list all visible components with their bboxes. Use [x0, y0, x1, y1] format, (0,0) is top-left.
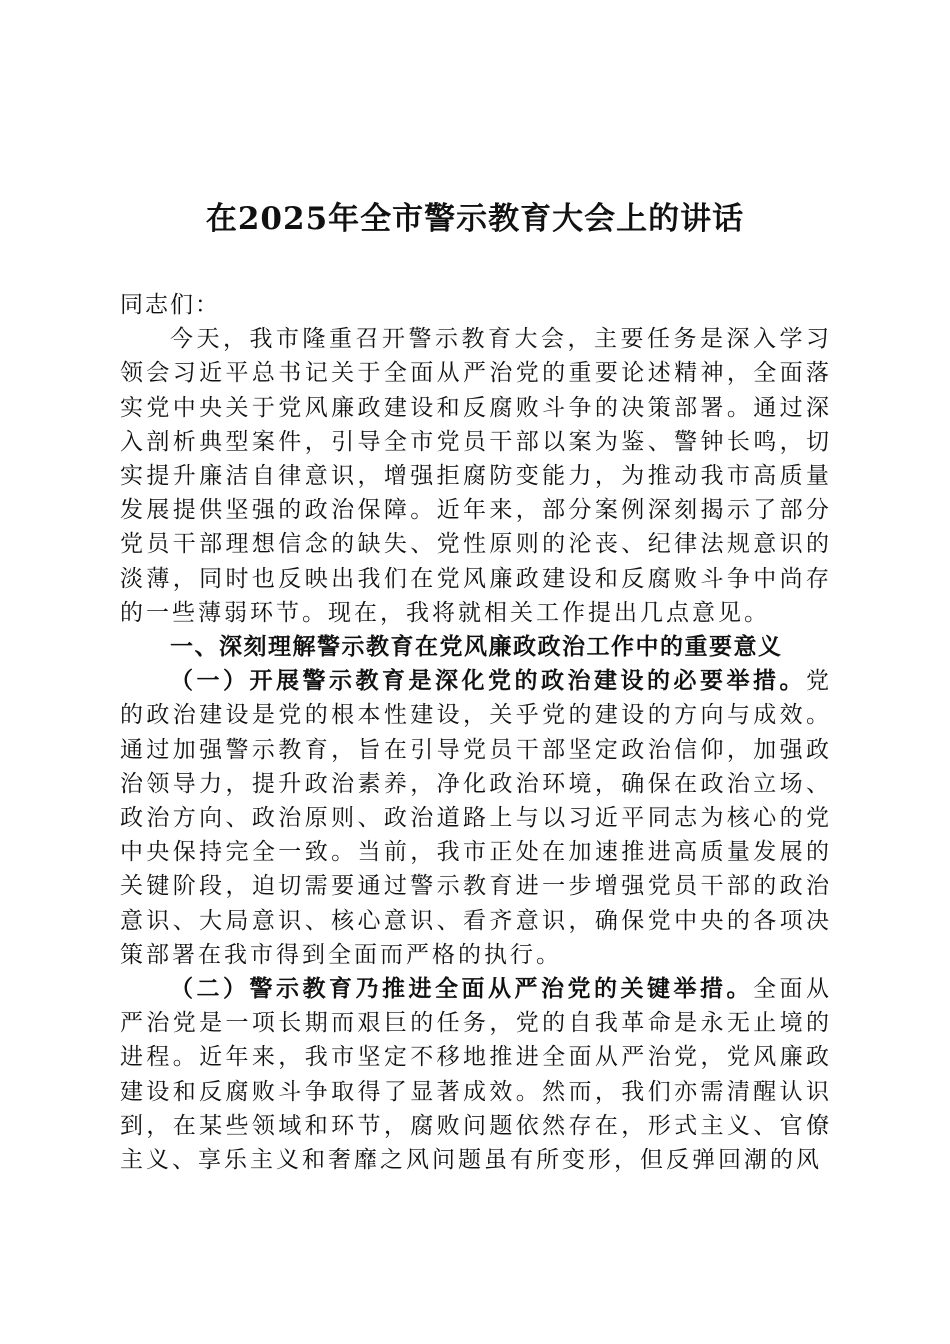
point-1-body: 党的政治建设是党的根本性建设，关乎党的建设的方向与成效。通过加强警示教育，旨在引导党员干部坚定政治信仰，加强政治领导力，提升政治素养，净化政治环境，确保在政治立场、政治方向、政治原则、政治道路上与以习近平同志为核心的党中央保持完全一致。当前，我市正处在加速推进高质量发展的关键阶段，迫切需要通过警示教育进一步增强党员干部的政治意识、大局意识、核心意识、看齐意识，确保党中央的各项决策部署在我市得到全面而严格的执行。 — [120, 668, 832, 968]
point-2-paragraph — [120, 972, 832, 1177]
document-body — [120, 288, 832, 1177]
section-heading-1: 一、深刻理解警示教育在党风廉政政治工作中的重要意义 — [170, 633, 783, 661]
point-1-lead: （一）开展警示教育是深化党的政治建设的必要举措。 — [170, 667, 806, 695]
document-title: 在2025年全市警示教育大会上的讲话 — [205, 201, 745, 237]
point-2-body: 全面从严治党是一项长期而艰巨的任务，党的自我革命是永无止境的进程。近年来，我市坚定不移地推进全面从严治党，党风廉政建设和反腐败斗争取得了显著成效。然而，我们亦需清醒认识到，在某些领域和环节，腐败问题依然存在，形式主义、官僚主义、享乐主义和奢靡之风问题虽有所变形，但反弹回潮的风 — [120, 976, 832, 1174]
salutation: 同志们： — [120, 292, 220, 318]
point-2-lead: （二）警示教育乃推进全面从严治党的关键举措。 — [170, 975, 753, 1003]
point-1-paragraph — [120, 664, 832, 972]
intro-paragraph: 今天，我市隆重召开警示教育大会，主要任务是深入学习领会习近平总书记关于全面从严治党的重要论述精神，全面落实党中央关于党风廉政建设和反腐败斗争的决策部署。通过深入剖析典型案件，引导全市党员干部以案为鉴、警钟长鸣，切实提升廉洁自律意识，增强拒腐防变能力，为推动我市高质量发展提供坚强的政治保障。近年来，部分案例深刻揭示了部分党员干部理想信念的缺失、党性原则的沦丧、纪律法规意识的淡薄，同时也反映出我们在党风廉政建设和反腐败斗争中尚存的一些薄弱环节。现在，我将就相关工作提出几点意见。 — [120, 326, 832, 626]
